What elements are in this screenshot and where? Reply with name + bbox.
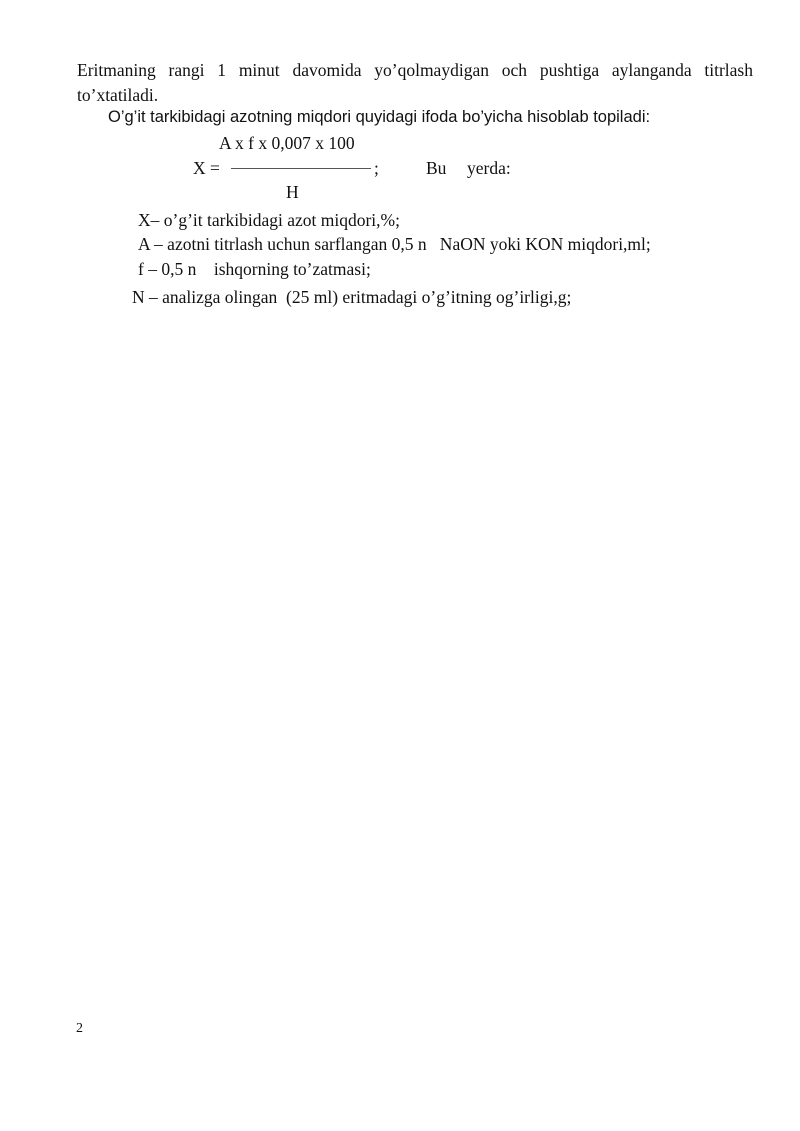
legend-item-n: N – analizga olingan (25 ml) eritmadagi o’g’itning og’irligi,g; [132,287,572,307]
formula-intro: O’g’it tarkibidagi azotning miqdori quyidagi ifoda bo’yicha hisoblab topiladi: [108,108,651,126]
formula-numerator: A x f x 0,007 x 100 [219,133,355,153]
body-paragraph: Eritmaning rangi 1 minut davomida yo’qolmaydigan och pushtiga aylanganda titrlash to’xtatiladi. [77,60,753,105]
page-number: 2 [76,1021,83,1036]
formula-denominator: H [286,182,299,202]
legend-item-x: X– o’g’it tarkibidagi azot miqdori,%; [138,210,400,230]
legend-item-f: f – 0,5 n ishqorning to’zatmasi; [138,259,371,279]
yerda-word: yerda: [467,158,511,178]
formula-lhs: X = [193,158,220,178]
legend-item-a: A – azotni titrlash uchun sarflangan 0,5 n NaON yoki KON miqdori,ml; [138,234,651,254]
bu-word: Bu [426,158,447,178]
fraction-bar [231,168,371,169]
formula-semicolon: ; [374,158,379,178]
